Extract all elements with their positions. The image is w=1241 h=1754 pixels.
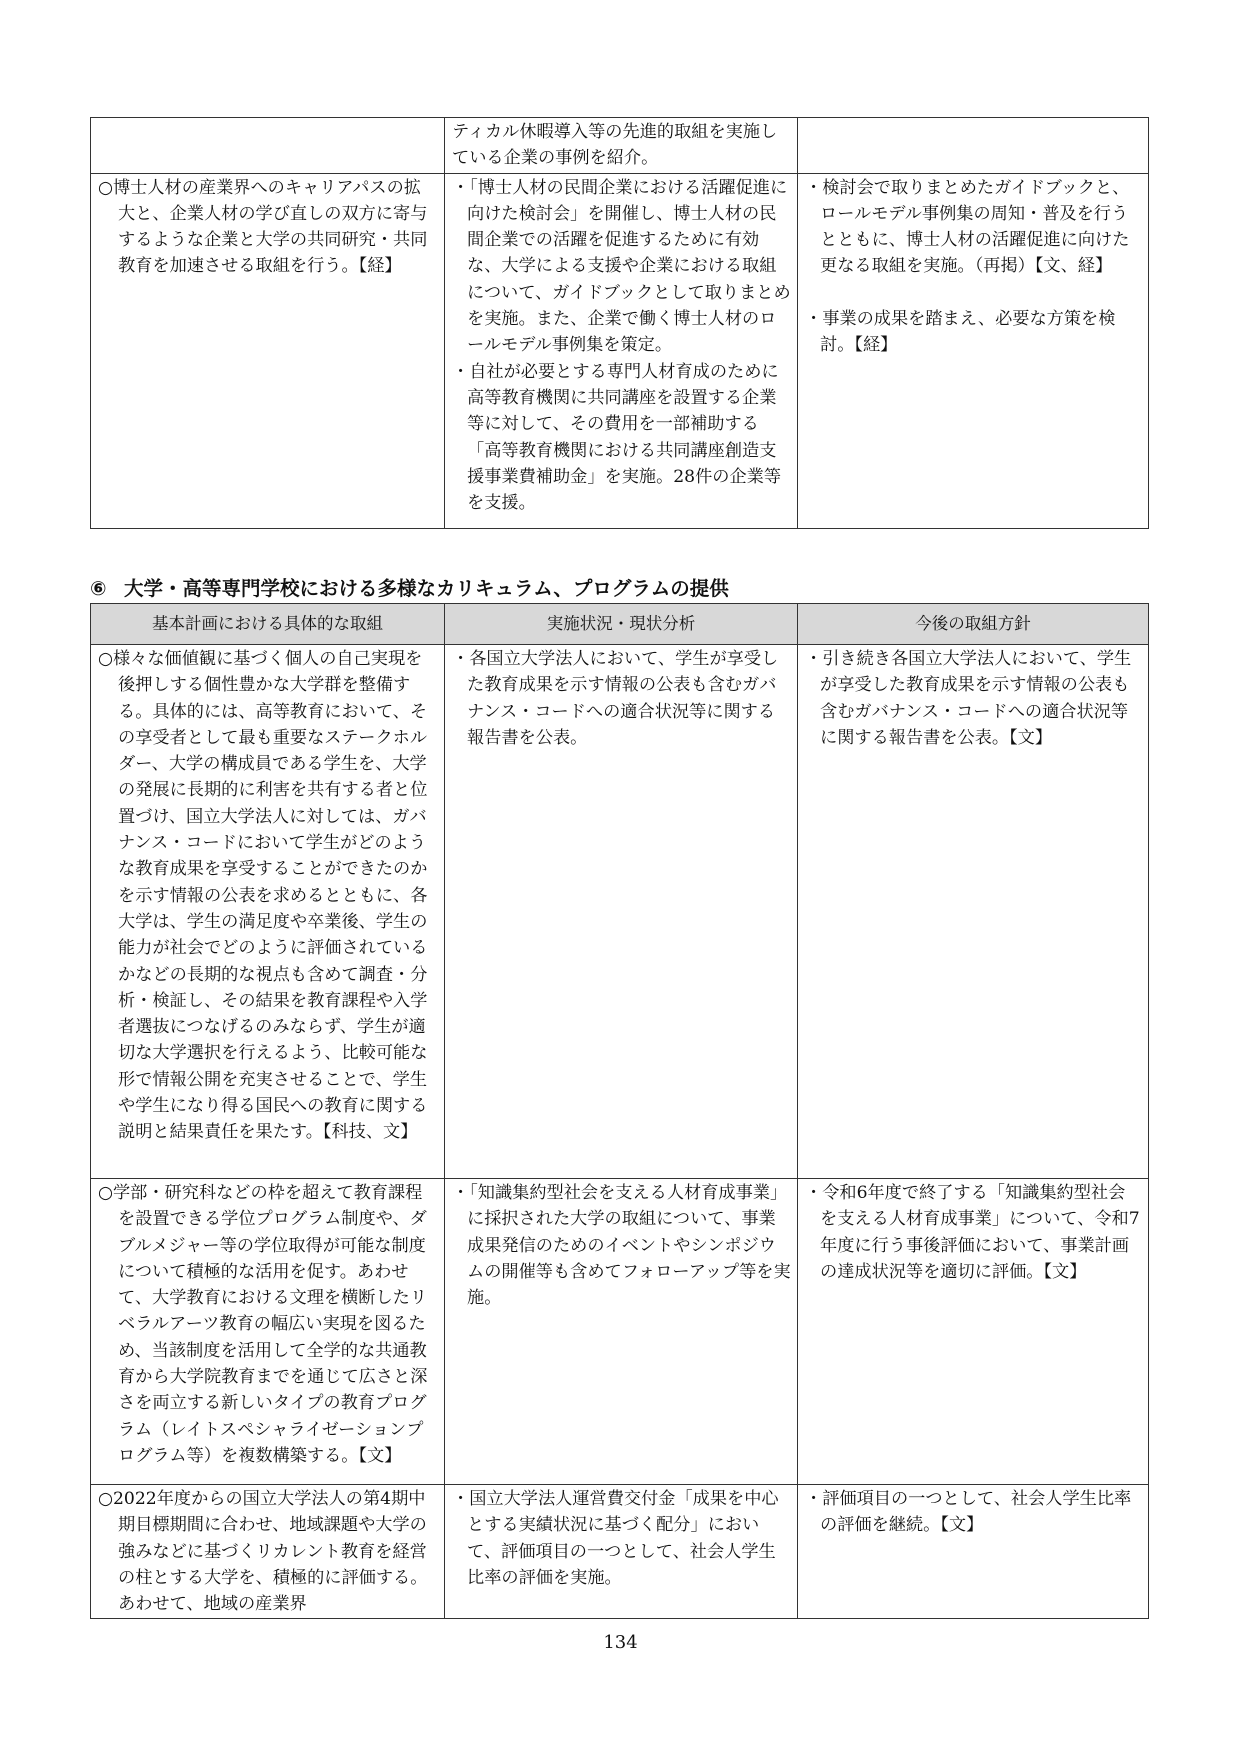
policy-item: ・事業の成果を踏まえ、必要な方策を検討。【経】: [805, 308, 1116, 356]
policy-item: ・評価項目の一つとして、社会人学生比率の評価を継続。【文】: [805, 1489, 1132, 1536]
policy-cell: [798, 173, 1149, 528]
policy-cell: [798, 645, 1149, 1179]
status-cell: ティカル休暇導入等の先進的取組を実施している企業の事例を紹介。: [445, 118, 798, 174]
table-row: [91, 118, 1149, 174]
plan-text: ○博士人材の産業界へのキャリアパスの拡大と、企業人材の学び直しの双方に寄与するような企業と大学の共同研究・共同教育を加速させる取組を行う。【経】: [98, 177, 428, 277]
plan-cell: [91, 173, 445, 528]
status-cell: [445, 1179, 798, 1485]
policy-cell: [798, 118, 1149, 174]
table-row: [91, 173, 1149, 528]
table-row: [91, 1485, 1149, 1619]
policy-item: ・引き続き各国立大学法人において、学生が享受した教育成果を示す情報の公表も含むガバナンス・コードへの適合状況等に関する報告書を公表。【文】: [805, 649, 1132, 748]
plan-cell: [91, 1485, 445, 1619]
policy-item: ・検討会で取りまとめたガイドブックと、ロールモデル事例集の周知・普及を行うとともに、博士人材の活躍促進に向けた更なる取組を実施。（再掲）【文、経】: [805, 177, 1130, 277]
plan-text: ○学部・研究科などの枠を超えて教育課程を設置できる学位プログラム制度や、ダブルメジャー等の学位取得が可能な制度について積極的な活用を促す。あわせて、大学教育における文理を横断したリベラルアーツ教育の幅広い実現を図るため、当該制度を活用して全学的な共通教育から大学院教育までを通じて広さと深さを両立する新しいタイプの教育プログラム（レイトスペシャライゼーションプログラム等）を複数構築する。【文】: [98, 1183, 428, 1466]
section-number: ⑥: [90, 577, 107, 600]
table-row: [91, 645, 1149, 1179]
status-cell: [445, 645, 798, 1179]
header-row: [91, 604, 1149, 645]
page-number: 134: [603, 1632, 638, 1653]
status-item: ・国立大学法人運営費交付金「成果を中心とする実績状況に基づく配分」において、評価項目の一つとして、社会人学生比率の評価を実施。: [452, 1489, 779, 1588]
table-row: [91, 1179, 1149, 1485]
status-item: ・「博士人材の民間企業における活躍促進に向けた検討会」を開催し、博士人材の民間企業での活躍を促進するために有効な、大学による支援や企業における取組について、ガイドブックとして取りまとめを実施。また、企業で働く博士人材のロールモデル事例集を策定。: [452, 177, 791, 356]
status-cell: [445, 1485, 798, 1619]
status-item: ・「知識集約型社会を支える人材育成事業」に採択された大学の取組について、事業成果発信のためのイベントやシンポジウムの開催等も含めてフォローアップ等を実施。: [452, 1183, 791, 1309]
plan-cell: [91, 118, 445, 174]
column-header-policy: 今後の取組方針: [798, 604, 1149, 645]
status-cell: [445, 173, 798, 528]
main-table: [90, 603, 1149, 1619]
status-item: ・各国立大学法人において、学生が享受した教育成果を示す情報の公表も含むガバナンス・コードへの適合状況等に関する報告書を公表。: [452, 649, 779, 748]
section-title-text: 大学・高等専門学校における多様なカリキュラム、プログラムの提供: [124, 577, 729, 600]
status-item: ・自社が必要とする専門人材育成のために高等教育機関に共同講座を設置する企業等に対して、その費用を一部補助する「高等教育機関における共同講座創造支援事業費補助金」を実施。28件の企業等を支援。: [452, 361, 782, 514]
column-header-status: 実施状況・現状分析: [445, 604, 798, 645]
policy-cell: [798, 1179, 1149, 1485]
plan-cell: [91, 645, 445, 1179]
section-heading: [90, 573, 729, 601]
policy-item: ・令和6年度で終了する「知識集約型社会を支える人材育成事業」について、令和7年度に行う事後評価において、事業計画の達成状況等を適切に評価。【文】: [805, 1183, 1140, 1282]
column-header-plan: 基本計画における具体的な取組: [91, 604, 445, 645]
plan-text: ○2022年度からの国立大学法人の第4期中期目標期間に合わせ、地域課題や大学の強みなどに基づくリカレント教育を経営の柱とする大学を、積極的に評価する。あわせて、地域の産業界: [98, 1489, 428, 1615]
continuation-table: [90, 117, 1149, 529]
plan-text: ○様々な価値観に基づく個人の自己実現を後押しする個性豊かな大学群を整備する。具体的には、高等教育において、その享受者として最も重要なステークホルダー、大学の構成員である学生を、大学の発展に長期的に利害を共有する者と位置づけ、国立大学法人に対しては、ガバナンス・コードにおいて学生がどのような教育成果を享受することができたのかを示す情報の公表を求めるとともに、各大学は、学生の満足度や卒業後、学生の能力が社会でどのように評価されているかなどの長期的な視点も含めて調査・分析・検証し、その結果を教育課程や入学者選抜につなげるのみならず、学生が適切な大学選択を行えるよう、比較可能な形で情報公開を充実させることで、学生や学生になり得る国民への教育に関する説明と結果責任を果たす。【科技、文】: [98, 649, 428, 1143]
policy-cell: [798, 1485, 1149, 1619]
plan-cell: [91, 1179, 445, 1485]
